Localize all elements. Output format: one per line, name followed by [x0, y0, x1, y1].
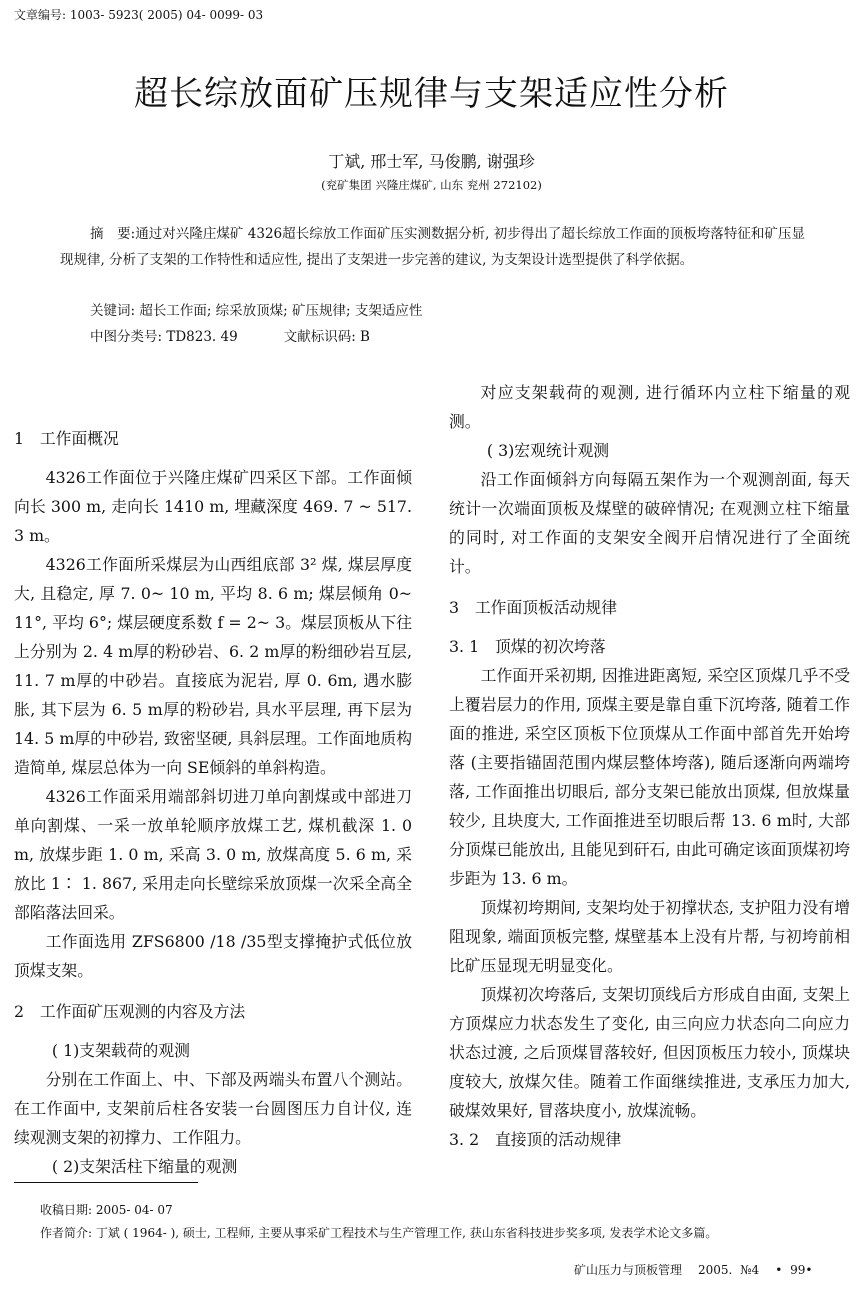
paper-title: 超长综放面矿压规律与支架适应性分析: [134, 74, 729, 114]
paragraph: 分别在工作面上、中、下部及两端头布置八个测站。在工作面中, 支架前后柱各安装一台圆图压力自计仪, 连续观测支架的初撑力、工作阻力。: [14, 1070, 412, 1147]
issue-number: 2005. №4: [698, 1263, 760, 1277]
page-footer: [574, 1261, 812, 1278]
page-number: • 99•: [775, 1263, 813, 1277]
paragraph: 4326工作面所采煤层为山西组底部 3² 煤, 煤层厚度大, 且稳定, 厚 7. 0~ 10 m, 平均 8. 6 m; 煤层倾角 0~ 11°, 平均 6°; 煤层硬度系数 f = 2~ 3。煤层顶板从下往上分别为 2. 4 m厚的粉砂岩、6. 2 m厚的粉细砂岩互层, 11. 7 m厚的中砂岩。直接底为泥岩, 厚 0. 6m, 遇水膨胀, 其下层为 6. 5 m厚的粉砂岩, 具水平层理, 再下层为 14. 5 m厚的中砂岩, 致密坚硬, 具斜层理。工作面地质构造简单, 煤层总体为一向 SE倾斜的单斜构造。: [14, 555, 412, 777]
list-item: ( 2)支架活柱下缩量的观测: [51, 1157, 238, 1176]
clc-number: 中图分类号: TD823. 49: [90, 329, 238, 345]
list-item: ( 1)支架载荷的观测: [51, 1041, 190, 1060]
paragraph: 4326工作面采用端部斜切进刀单向割煤或中部进刀单向割煤、一采一放单轮顺序放煤工艺, 煤机截深 1. 0 m, 放煤步距 1. 0 m, 采高 3. 0 m, 放煤高度 5. 6 m, 采放比 1∶ 1. 867, 采用走向长壁综采放顶煤一次采全高全部陷落法回采。: [14, 787, 412, 922]
paragraph: 4326工作面位于兴隆庄煤矿四采区下部。工作面倾向长 300 m, 走向长 1410 m, 埋藏深度 469. 7 ~ 517. 3 m。: [14, 468, 412, 545]
article-serial-number: 文章编号: 1003- 5923( 2005) 04- 0099- 03: [14, 8, 264, 22]
author-list: 丁斌, 邢士军, 马俊鹏, 谢强珍: [328, 152, 535, 171]
abstract-text: 通过对兴隆庄煤矿 4326超长综放工作面矿压实测数据分析, 初步得出了超长综放工作面的顶板垮落特征和矿压显现规律, 分析了支架的工作特性和适应性, 提出了支架进一步完善的建议, 为支架设计选型提供了科学依据。: [60, 226, 805, 268]
paragraph: 顶煤初次垮落后, 支架切顶线后方形成自由面, 支架上方顶煤应力状态发生了变化, 由三向应力状态向二向应力状态过渡, 之后顶煤冒落较好, 但因顶板压力较小, 顶煤块度较大, 放煤欠佳。随着工作面继续推进, 支承压力加大, 破煤效果好, 冒落块度小, 放煤流畅。: [449, 985, 850, 1120]
section-3-heading: 3 工作面顶板活动规律: [449, 598, 618, 617]
document-code: 文献标识码: B: [283, 329, 370, 345]
right-column: [449, 378, 850, 1154]
paragraph: 工作面开采初期, 因推进距离短, 采空区顶煤几乎不受上覆岩层力的作用, 顶煤主要是靠自重下沉垮落, 随着工作面的推进, 采空区顶板下位顶煤从工作面中部首先开始垮落 (主要指锚固范围内煤层整体垮落), 随后逐渐向两端垮落, 工作面推出切眼后, 部分支架已能放出顶煤, 但放煤量较少, 且块度大, 工作面推进至切眼后帮 13. 6 m时, 大部分顶煤已能放出, 且能见到矸石, 由此可确定该面顶煤初垮步距为 13. 6 m。: [449, 666, 850, 888]
paragraph: 工作面选用 ZFS6800 /18 /35型支撑掩护式低位放顶煤支架。: [14, 932, 412, 980]
journal-name: 矿山压力与顶板管理: [574, 1263, 683, 1277]
subsection-3-2-heading: 3. 2 直接顶的活动规律: [449, 1130, 622, 1149]
left-column: [14, 424, 412, 1181]
section-2-heading: 2 工作面矿压观测的内容及方法: [14, 1002, 246, 1021]
paragraph: 顶煤初垮期间, 支架均处于初撑状态, 支护阻力没有增阻现象, 端面顶板完整, 煤壁基本上没有片帮, 与初垮前相比矿压显现无明显变化。: [449, 898, 850, 975]
affiliation: (兖矿集团 兴隆庄煤矿, 山东 兖州 272102): [321, 178, 542, 192]
list-item: ( 3)宏观统计观测: [486, 441, 610, 460]
abstract-label: 摘 要:: [90, 226, 136, 242]
received-date: 收稿日期: 2005- 04- 07: [40, 1203, 173, 1217]
footnote-divider: [14, 1182, 198, 1183]
keywords: 关键词: 超长工作面; 综采放顶煤; 矿压规律; 支架适应性: [90, 303, 423, 319]
section-1-heading: 1 工作面概况: [14, 429, 119, 448]
abstract: [60, 221, 805, 273]
paragraph: 对应支架载荷的观测, 进行循环内立柱下缩量的观测。: [449, 383, 850, 431]
classification-line: [90, 325, 370, 345]
paragraph: 沿工作面倾斜方向每隔五架作为一个观测剖面, 每天统计一次端面顶板及煤壁的破碎情况; 在观测立柱下缩量的同时, 对工作面的支架安全阀开启情况进行了全面统计。: [449, 470, 850, 576]
author-bio: 作者简介: 丁斌 ( 1964- ), 硕士, 工程师, 主要从事采矿工程技术与生产管理工作, 获山东省科技进步奖多项, 发表学术论文多篇。: [40, 1226, 718, 1240]
subsection-3-1-heading: 3. 1 顶煤的初次垮落: [449, 637, 606, 656]
